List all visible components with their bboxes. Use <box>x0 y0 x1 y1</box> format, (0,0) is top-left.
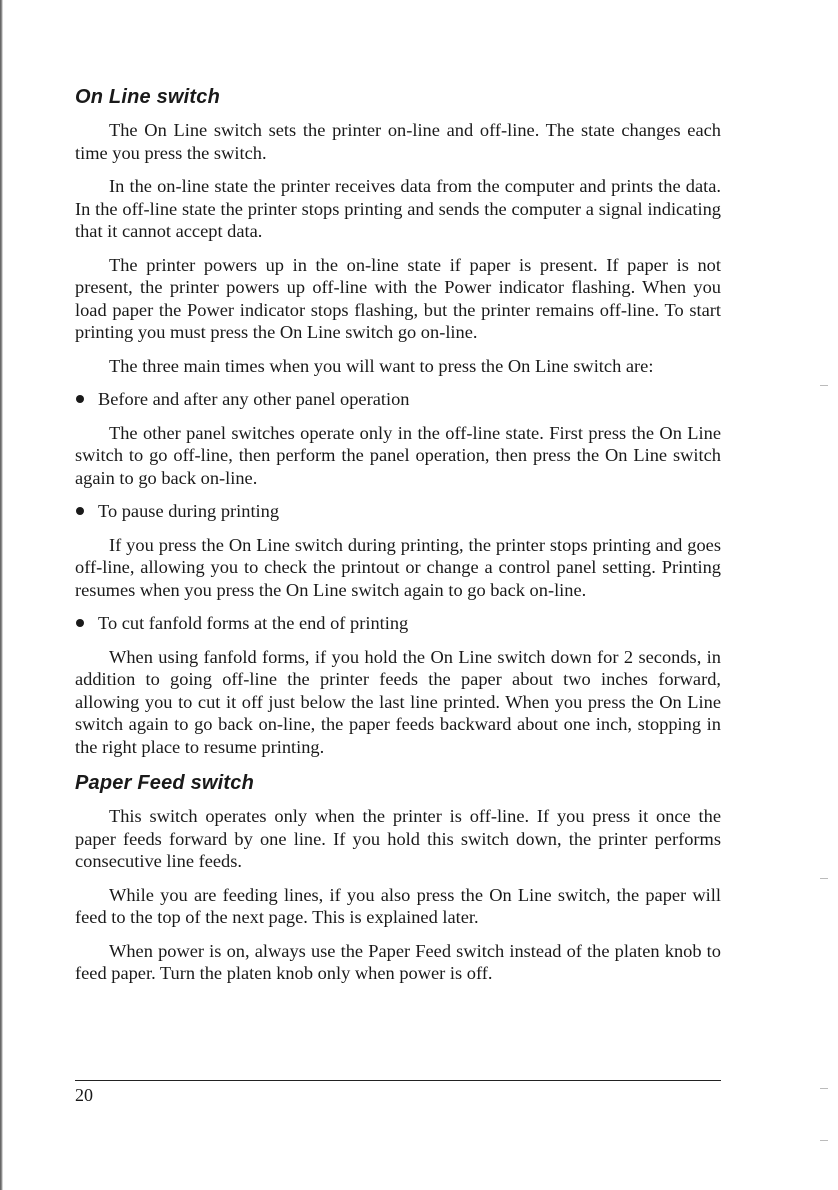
bullet-icon <box>76 395 84 403</box>
paragraph: When power is on, always use the Paper Feed switch instead of the platen knob to feed paper. Turn the platen knob only when power is off. <box>75 940 721 983</box>
scan-mark <box>820 385 828 386</box>
bullet-icon <box>76 619 84 627</box>
page-number: 20 <box>75 1085 93 1105</box>
bullet-label: Before and after any other panel operation <box>98 389 410 409</box>
paragraph: When using fanfold forms, if you hold the On Line switch down for 2 seconds, in addition to going off-line the printer feeds the paper about two inches forward, allowing you to cut it off just below the last line printed. When you press the On Line switch again to go back on-line, the paper feeds backward about one inch, stopping in the right place to resume printing. <box>75 646 721 757</box>
paragraph: The other panel switches operate only in the off-line state. First press the On Line switch to go off-line, then perform the panel operation, then press the On Line switch again to go back on-line. <box>75 422 721 488</box>
bullet-label: To cut fanfold forms at the end of printing <box>98 613 409 633</box>
document-page <box>75 86 721 996</box>
paragraph: This switch operates only when the printer is off-line. If you press it once the paper feeds forward by one line. If you hold this switch down, the printer performs consecutive line feeds. <box>75 806 721 871</box>
paragraph: The printer powers up in the on-line state if paper is present. If paper is not present, the printer powers up off-line with the Power indicator flashing. When you load paper the Power indicator stops flashing, but the printer remains off-line. To start printing you must press the On Line switch go on-line. <box>75 254 721 342</box>
bullet-icon <box>76 507 84 515</box>
bullet-item <box>75 612 721 635</box>
paragraph: The On Line switch sets the printer on-line and off-line. The state changes each time you press the switch. <box>75 120 721 163</box>
paragraph: While you are feeding lines, if you also press the On Line switch, the paper will feed to the top of the next page. This is explained later. <box>75 884 721 927</box>
paragraph: The three main times when you will want to press the On Line switch are: <box>109 355 654 376</box>
bullet-item <box>75 388 721 411</box>
section-heading-paper-feed-switch: Paper Feed switch <box>75 772 255 794</box>
scan-mark <box>820 1140 828 1141</box>
page-footer <box>75 1080 721 1106</box>
scan-mark <box>820 878 828 879</box>
paragraph: In the on-line state the printer receives data from the computer and prints the data. In the off-line state the printer stops printing and sends the computer a signal indicating that it cannot accept data. <box>75 176 721 241</box>
paragraph: If you press the On Line switch during printing, the printer stops printing and goes off-line, allowing you to check the printout or change a control panel setting. Printing resumes when you press the On Line switch again to go back on-line. <box>75 534 721 600</box>
scan-edge <box>0 0 3 1190</box>
bullet-label: To pause during printing <box>98 501 280 521</box>
section-heading-on-line-switch: On Line switch <box>75 86 221 108</box>
scan-mark <box>820 1088 828 1089</box>
bullet-item <box>75 500 721 523</box>
